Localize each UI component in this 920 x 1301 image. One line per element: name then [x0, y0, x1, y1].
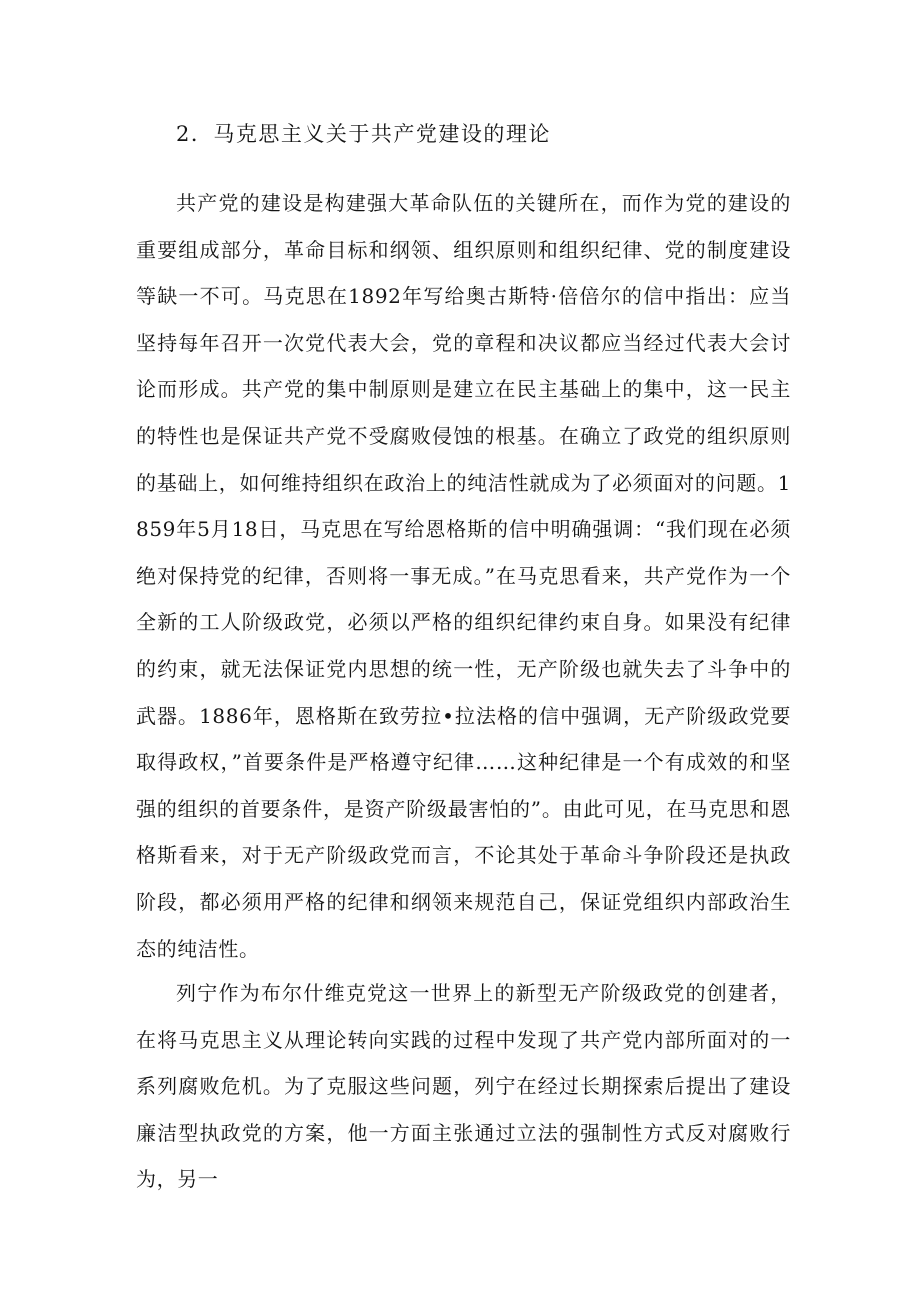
body-paragraph: 共产党的建设是构建强大革命队伍的关键所在，而作为党的建设的重要组成部分，革命目标和纲领、组织原则和组织纪律、党的制度建设等缺一不可。马克思在1892年写给奥古斯特·倍倍尔的信中指出：应当坚持每年召开一次党代表大会，党的章程和决议都应当经过代表大会讨论而形成。共产党的集中制原则是建立在民主基础上的集中，这一民主的特性也是保证共产党不受腐败侵蚀的根基。在确立了政党的组织原则的基础上，如何维持组织在政治上的纯洁性就成为了必须面对的问题。1859年5月18日，马克思在写给恩格斯的信中明确强调：“我们现在必须绝对保持党的纪律，否则将一事无成。”在马克思看来，共产党作为一个全新的工人阶级政党，必须以严格的组织纪律约束自身。如果没有纪律的约束，就无法保证党内思想的统一性，无产阶级也就失去了斗争中的武器。1886年，恩格斯在致劳拉•拉法格的信中强调，无产阶级政党要取得政权，”首要条件是严格遵守纪律……这种纪律是一个有成效的和坚强的组织的首要条件，是资产阶级最害怕的”。由此可见，在马克思和恩格斯看来，对于无产阶级政党而言，不论其处于革命斗争阶段还是执政阶段，都必须用严格的纪律和纲领来规范自己，保证党组织内部政治生态的纯洁性。 — [136, 191, 791, 961]
section-heading: 2．马克思主义关于共产党建设的理论 — [176, 122, 551, 146]
body-paragraph: 列宁作为布尔什维克党这一世界上的新型无产阶级政党的创建者，在将马克思主义从理论转向实践的过程中发现了共产党内部所面对的一系列腐败危机。为了克服这些问题，列宁在经过长期探索后提出了建设廉洁型执政党的方案，他一方面主张通过立法的强制性方式反对腐败行为，另一 — [136, 981, 791, 1192]
